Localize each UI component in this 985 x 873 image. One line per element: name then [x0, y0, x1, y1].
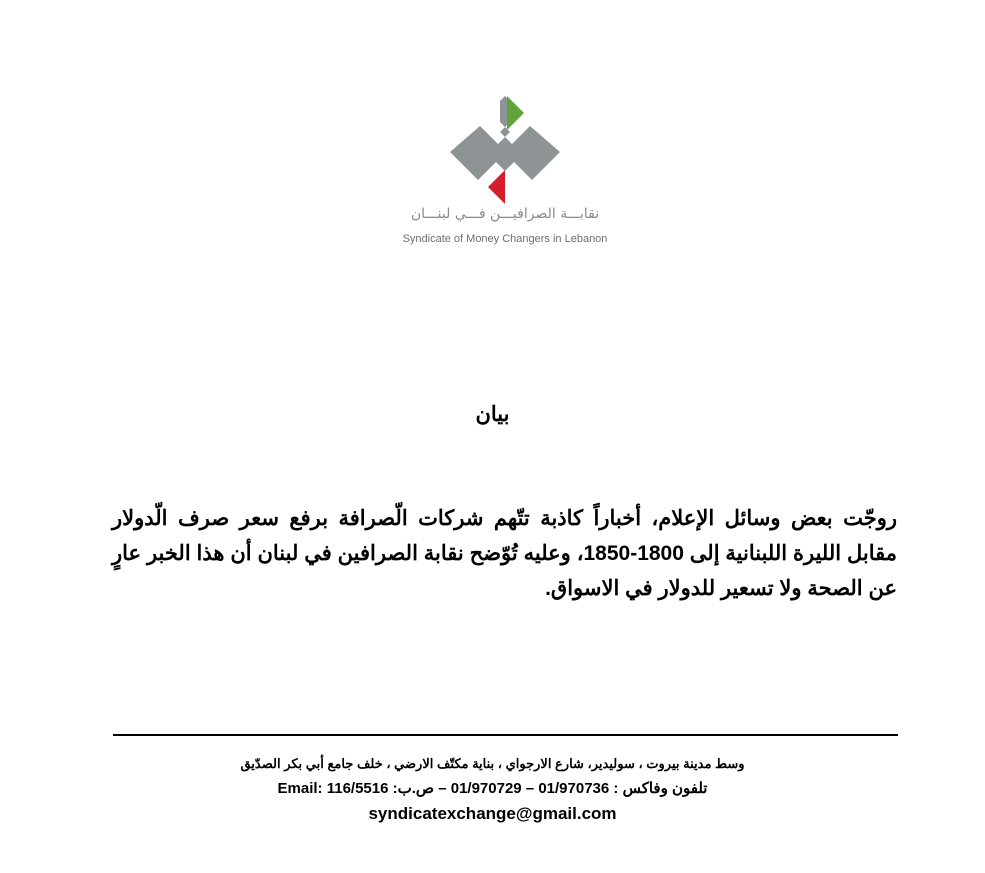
logo-red-triangle: [488, 170, 505, 204]
document-body: روجّت بعض وسائل الإعلام، أخباراً كاذبة تتّهم شركات الّصرافة برفع سعر صرف الّدولار مقابل الليرة اللبنانية إلى 1800-1850، وعليه تُوّضح نقابة الصرافين في لبنان أن هذا الخبر عارٍ عن الصحة ولا تسعير للدولار في الاسواق.: [112, 507, 898, 600]
footer-divider: [113, 734, 898, 736]
footer-email: syndicatexchange@gmail.com: [368, 804, 617, 823]
syndicate-logo: [440, 92, 570, 212]
logo-arabic-name: نقابـــة الصرافيـــن فـــي لبنـــان: [410, 206, 600, 222]
footer-address: وسط مدينة بيروت ، سوليدير، شارع الارجواي ، بناية مكتّف الارضي ، خلف جامع أبي بكر الصدّيق: [240, 756, 745, 771]
document-title: بيان: [475, 403, 510, 426]
logo-english-name: Syndicate of Money Changers in Lebanon: [402, 233, 608, 245]
logo-green-triangle: [507, 96, 524, 130]
syndicate-diamond-logo-icon: [440, 92, 570, 212]
logo-grey-diamond: [450, 96, 560, 180]
footer-phone-fax: تلفون وفاكس : 01/970736 – 01/970729 – ص.ب: 116/5516 :Email: [277, 780, 708, 797]
